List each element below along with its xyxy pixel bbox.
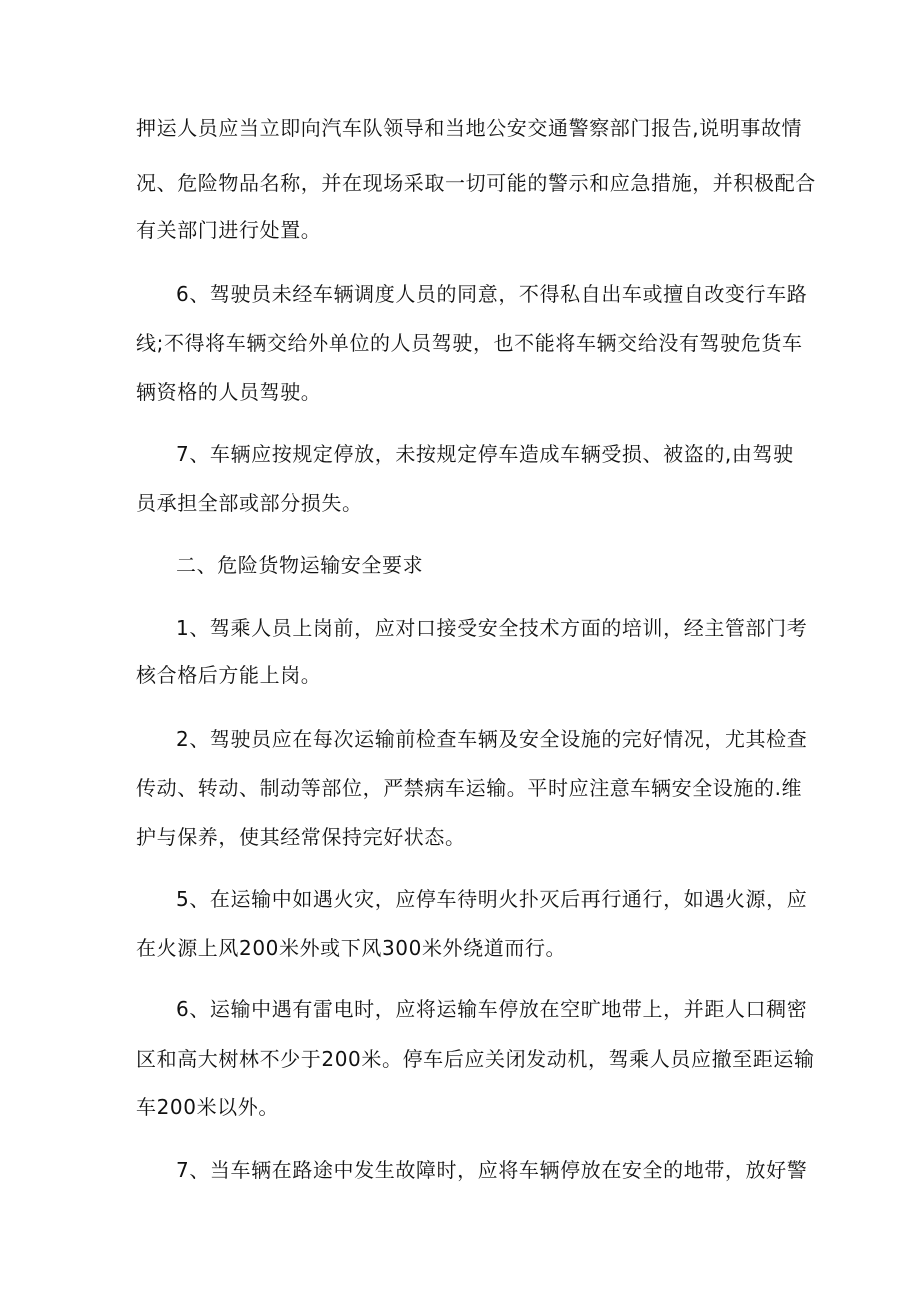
- paragraph-line: 6、驾驶员未经车辆调度人员的同意，不得私自出车或擅自改变行车路: [176, 282, 808, 306]
- paragraph-line: 员承担全部或部分损失。: [136, 491, 363, 515]
- section-heading: 二、危险货物运输安全要求: [176, 553, 424, 577]
- paragraph-line: 1、驾乘人员上岗前，应对口接受安全技术方面的培训，经主管部门考: [176, 616, 808, 640]
- paragraph-line: 护与保养，使其经常保持完好状态。: [136, 825, 466, 849]
- paragraph-line: 车200米以外。: [136, 1095, 279, 1119]
- paragraph-line: 辆资格的人员驾驶。: [136, 380, 322, 404]
- paragraph-line: 区和高大树林不少于200米。停车后应关闭发动机，驾乘人员应撤至距运输: [136, 1047, 815, 1071]
- paragraph-line: 在火源上风200米外或下风300米外绕道而行。: [136, 936, 567, 960]
- paragraph-line: 6、运输中遇有雷电时，应将运输车停放在空旷地带上，并距人口稠密: [176, 997, 808, 1021]
- paragraph-line: 押运人员应当立即向汽车队领导和当地公安交通警察部门报告,说明事故情: [136, 116, 803, 140]
- paragraph-line: 传动、转动、制动等部位，严禁病车运输。平时应注意车辆安全设施的.维: [136, 776, 803, 800]
- paragraph-line: 5、在运输中如遇火灾，应停车待明火扑灭后再行通行，如遇火源，应: [176, 887, 808, 911]
- paragraph-line: 7、当车辆在路途中发生故障时，应将车辆停放在安全的地带，放好警: [176, 1158, 808, 1182]
- paragraph-line: 有关部门进行处置。: [136, 218, 322, 242]
- paragraph-line: 7、车辆应按规定停放，未按规定停车造成车辆受损、被盗的,由驾驶: [176, 442, 794, 466]
- paragraph-line: 况、危险物品名称，并在现场采取一切可能的警示和应急措施，并积极配合: [136, 171, 816, 195]
- paragraph-line: 2、驾驶员应在每次运输前检查车辆及安全设施的完好情况，尤其检查: [176, 727, 808, 751]
- paragraph-line: 核合格后方能上岗。: [136, 663, 322, 687]
- paragraph-line: 线;不得将车辆交给外单位的人员驾驶，也不能将车辆交给没有驾驶危货车: [136, 331, 803, 355]
